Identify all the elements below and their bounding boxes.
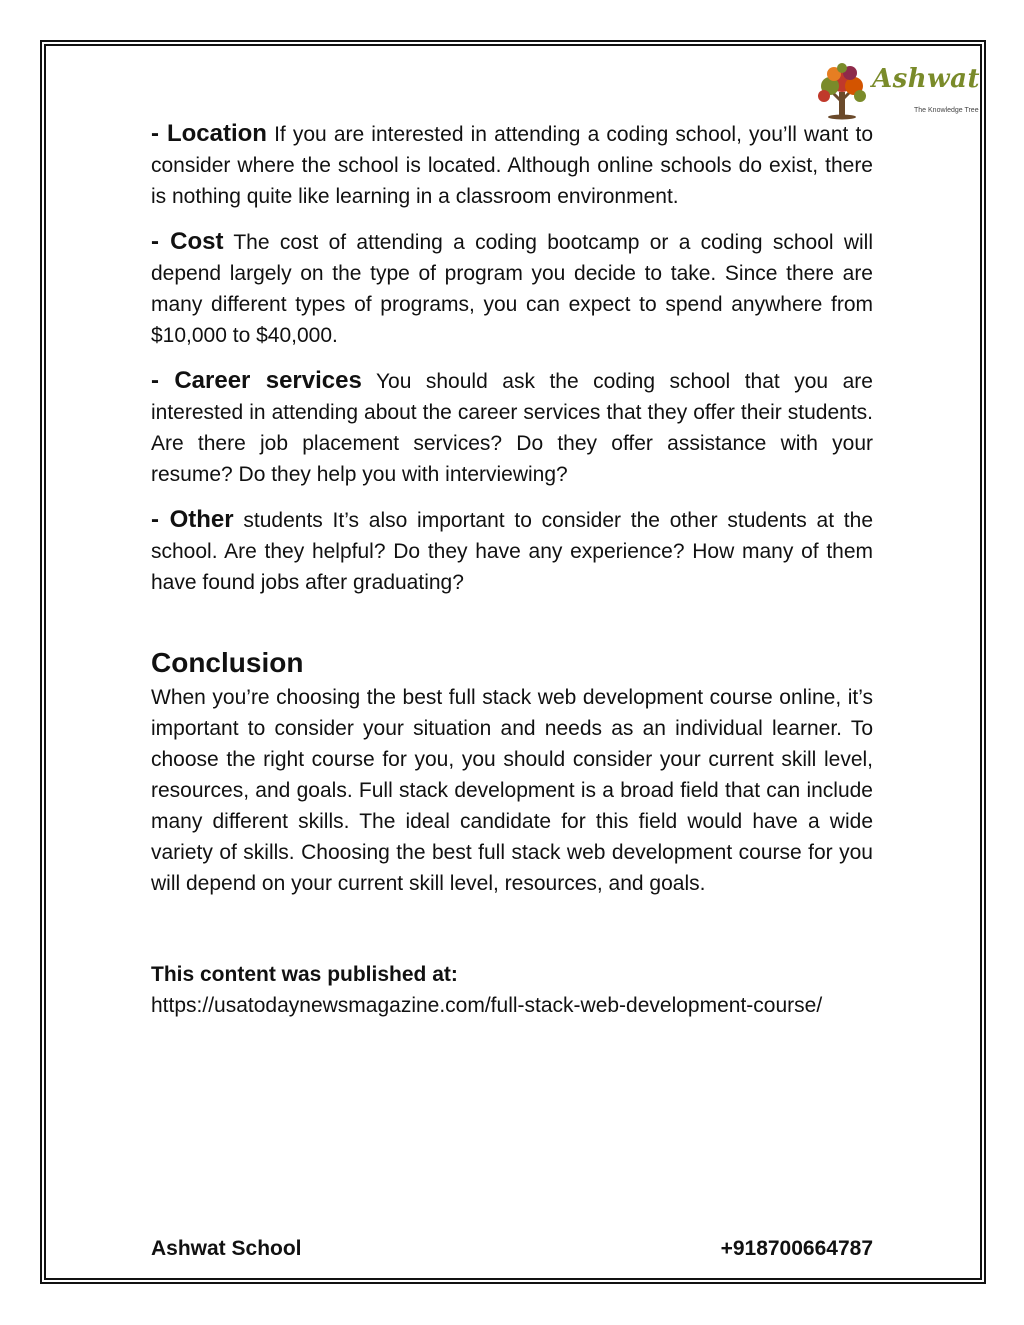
tree-icon: [814, 62, 870, 120]
logo-name: Ashwat: [872, 64, 980, 94]
published-label: This content was published at:: [151, 963, 458, 986]
item-key: - Location: [151, 120, 267, 147]
item-key: - Cost: [151, 228, 224, 255]
item-career-services: [151, 365, 873, 490]
item-other: [151, 504, 873, 598]
item-location: [151, 118, 873, 212]
published-url-link[interactable]: https://usatodaynewsmagazine.com/full-stack-web-development-course/: [151, 994, 823, 1017]
item-text: If you are interested in attending a coding school, you’ll want to consider where the school is located. Although online schools do exist, there is nothing quite like learning in a classroom environment.: [151, 123, 873, 208]
item-cost: [151, 226, 873, 351]
footer: [151, 1237, 873, 1267]
footer-phone: +918700664787: [720, 1237, 873, 1260]
main-content: [151, 118, 873, 1021]
conclusion-heading: Conclusion: [151, 647, 304, 678]
footer-school-name: Ashwat School: [151, 1237, 302, 1260]
item-text: The cost of attending a coding bootcamp or a coding school will depend largely on the type of program you decide to take. Since there are many different types of programs, you can expect to spend anywhere from $10,000 to $40,000.: [151, 231, 873, 347]
item-key: - Other: [151, 506, 234, 533]
logo-tagline: The Knowledge Tree: [914, 107, 979, 114]
item-text: students It’s also important to consider the other students at the school. Are they helpful? Do they have any experience? How many of them have found jobs after graduating?: [151, 509, 874, 594]
ashwat-logo: [814, 62, 980, 122]
item-key: - Career services: [151, 367, 362, 394]
item-text: You should ask the coding school that you are interested in attending about the career services that they offer their students. Are there job placement services? Do they offer assistance with your resume? Do they help you with interviewing?: [151, 370, 873, 486]
conclusion-text: When you’re choosing the best full stack web development course online, it’s important to consider your situation and needs as an individual learner. To choose the right course for you, you should consider your current skill level, resources, and goals. Full stack development is a broad field that can include many different skills. The ideal candidate for this field would have a wide variety of skills. Choosing the best full stack web development course for you will depend on your current skill level, resources, and goals.: [151, 686, 873, 895]
